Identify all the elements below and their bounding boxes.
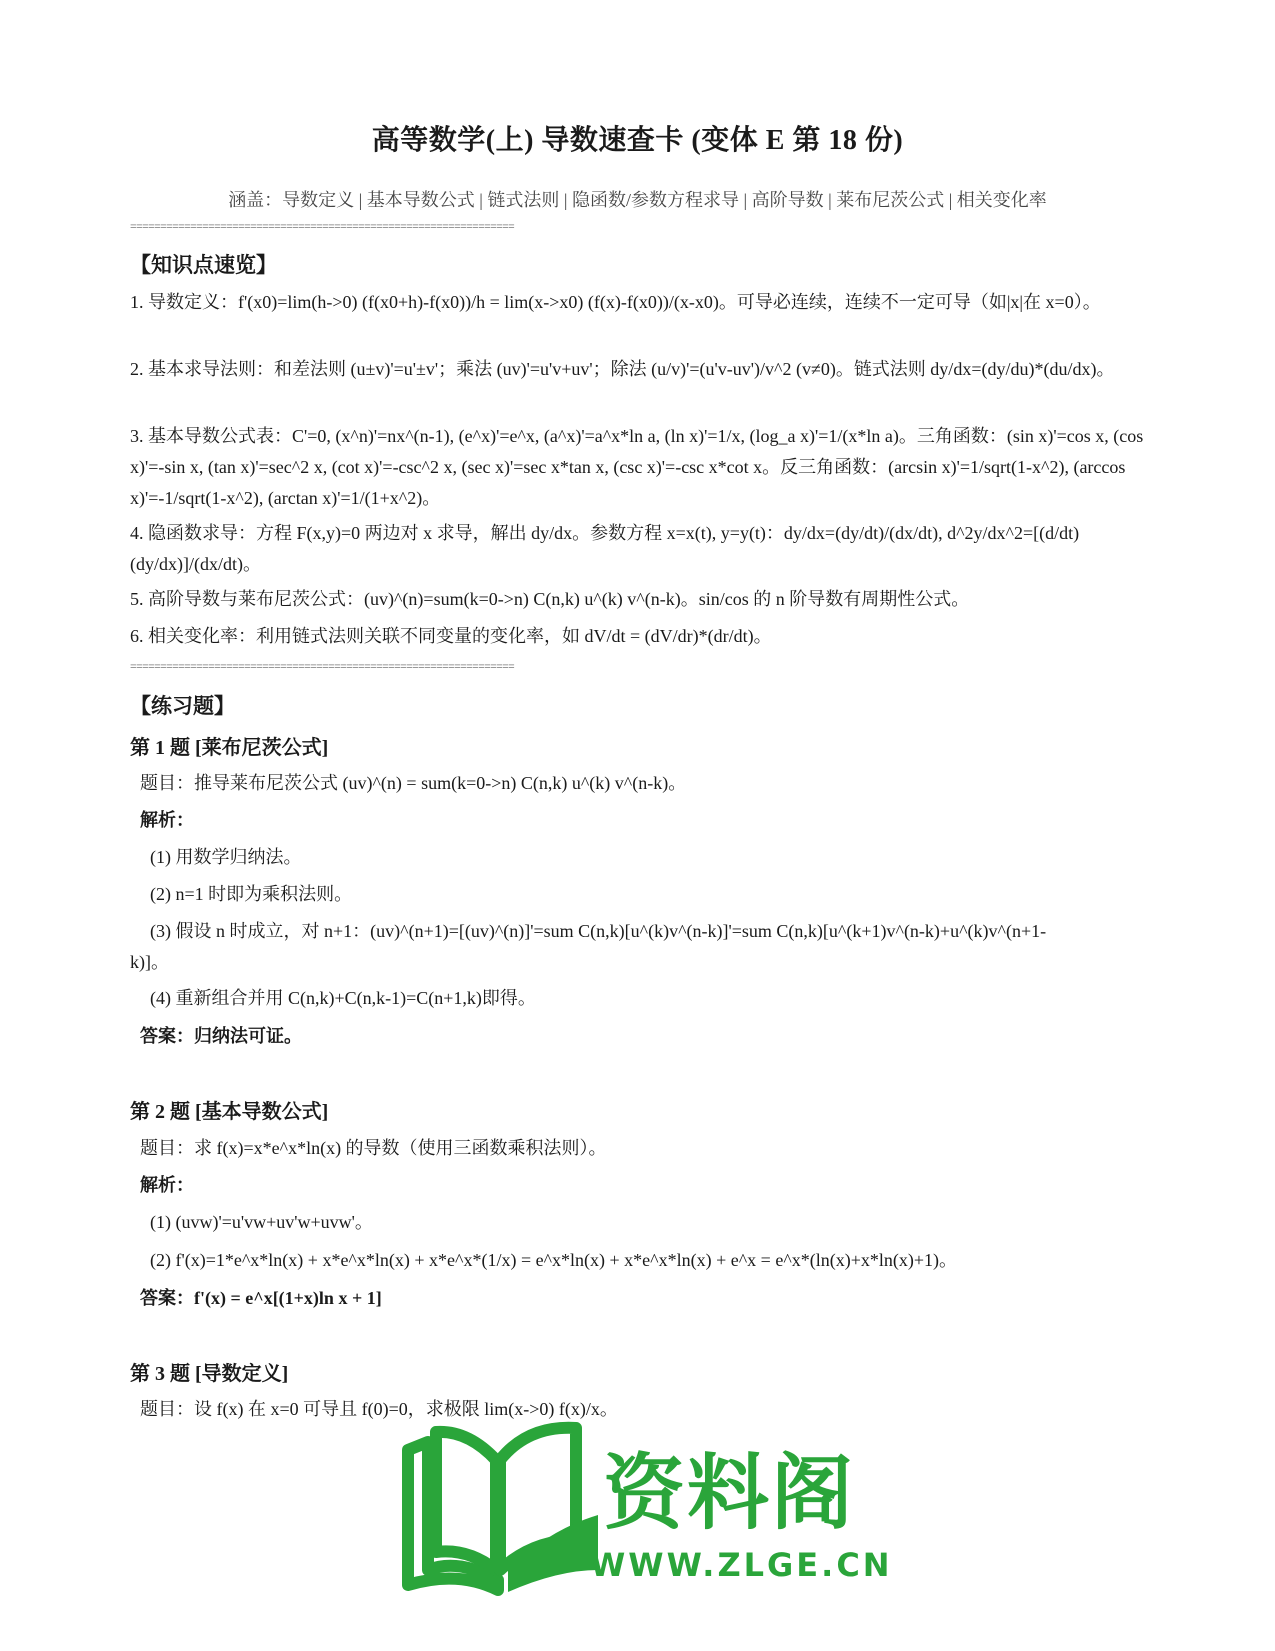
question-2-text: 题目：求 f(x)=x*e^x*ln(x) 的导数（使用三函数乘积法则）。 (140, 1138, 607, 1158)
page-subtitle: 涵盖：导数定义 | 基本导数公式 | 链式法则 | 隐函数/参数方程求导 | 高阶导数 | 莱布尼茨公式 | 相关变化率 (228, 190, 1047, 210)
question-1-step: (4) 重新组合并用 C(n,k)+C(n,k-1)=C(n+1,k)即得。 (150, 988, 536, 1008)
watermark-logo (398, 1420, 893, 1600)
question-2-step: (1) (uvw)'=u'vw+uv'w+uvw'。 (150, 1212, 373, 1232)
knowledge-item: 4. 隐函数求导：方程 F(x,y)=0 两边对 x 求导，解出 dy/dx。参数方程 x=x(t), y=y(t)：dy/dx=(dy/dt)/(dx/dt), d^2y/dx^2=[(d/dt)(dy/dx)]/(dx/dt)。 (130, 523, 1080, 574)
question-1-answer: 答案：归纳法可证。 (140, 1026, 302, 1046)
question-1-heading: 第 1 题 [莱布尼茨公式] (130, 737, 329, 759)
question-1-step: (2) n=1 时即为乘积法则。 (150, 884, 353, 904)
practice-heading: 【练习题】 (130, 694, 235, 718)
knowledge-item: 6. 相关变化率：利用链式法则关联不同变量的变化率，如 dV/dt = (dV/dr)*(dr/dt)。 (130, 626, 772, 646)
question-2-heading: 第 2 题 [基本导数公式] (130, 1101, 329, 1123)
question-2-analysis-label: 解析： (140, 1175, 194, 1195)
question-1-step: (1) 用数学归纳法。 (150, 847, 302, 867)
knowledge-item: 2. 基本求导法则：和差法则 (u±v)'=u'±v'；乘法 (uv)'=u'v+uv'；除法 (u/v)'=(u'v-uv')/v^2 (v≠0)。链式法则 dy/dx=(dy/du)*(du/dx)。 (130, 359, 1115, 379)
question-1-step: (3) 假设 n 时成立，对 n+1：(uv)^(n+1)=[(uv)^(n)]'=sum C(n,k)[u^(k)v^(n-k)]'=sum C(n,k)[u^(k+1)v^(n-k)+u^(k)v^(n+1-k)]。 (130, 921, 1047, 972)
book-icon (398, 1420, 608, 1600)
question-3-text: 题目：设 f(x) 在 x=0 可导且 f(0)=0，求极限 lim(x->0) f(x)/x。 (140, 1399, 618, 1419)
watermark-text: 资料阁 (603, 1446, 856, 1541)
page-title: 高等数学(上) 导数速查卡 (变体 E 第 18 份) (371, 125, 904, 156)
knowledge-item: 5. 高阶导数与莱布尼茨公式：(uv)^(n)=sum(k=0->n) C(n,k) u^(k) v^(n-k)。sin/cos 的 n 阶导数有周期性公式。 (130, 589, 970, 609)
question-3-heading: 第 3 题 [导数定义] (130, 1363, 289, 1385)
question-1-text: 题目：推导莱布尼茨公式 (uv)^(n) = sum(k=0->n) C(n,k) u^(k) v^(n-k)。 (140, 773, 687, 793)
question-1-analysis-label: 解析： (140, 810, 194, 830)
knowledge-item: 3. 基本导数公式表：C'=0, (x^n)'=nx^(n-1), (e^x)'=e^x, (a^x)'=a^x*ln a, (ln x)'=1/x, (log_a x)'=1/(x*ln a)。三角函数：(sin x)'=cos x, (cos x)'=-sin x, (tan x)'=sec^2 x, (cot x)'=-csc^2 x, (sec x)'=sec x*tan x, (csc x)'=-csc x*cot x。反三角函数：(arcsin x)'=1/sqrt(1-x^2), (arccos x)'=-1/sqrt(1-x^2), (arctan x)'=1/(1+x^2)。 (130, 426, 1144, 508)
knowledge-item: 1. 导数定义：f'(x0)=lim(h->0) (f(x0+h)-f(x0))/h = lim(x->x0) (f(x)-f(x0))/(x-x0)。可导必连续，连续不一定可导（如|x|在 x=0）。 (130, 292, 1101, 312)
divider-rule: ================================================================ (130, 222, 515, 234)
watermark-url: WWW.ZLGE.CN (590, 1546, 893, 1584)
divider-rule: ================================================================ (130, 662, 515, 674)
question-2-step: (2) f'(x)=1*e^x*ln(x) + x*e^x*ln(x) + x*e^x*(1/x) = e^x*ln(x) + x*e^x*ln(x) + e^x = e^x*(ln(x)+x*ln(x)+1)。 (150, 1250, 958, 1270)
knowledge-heading: 【知识点速览】 (130, 253, 277, 277)
question-2-answer: 答案：f'(x) = e^x[(1+x)ln x + 1] (140, 1288, 382, 1308)
